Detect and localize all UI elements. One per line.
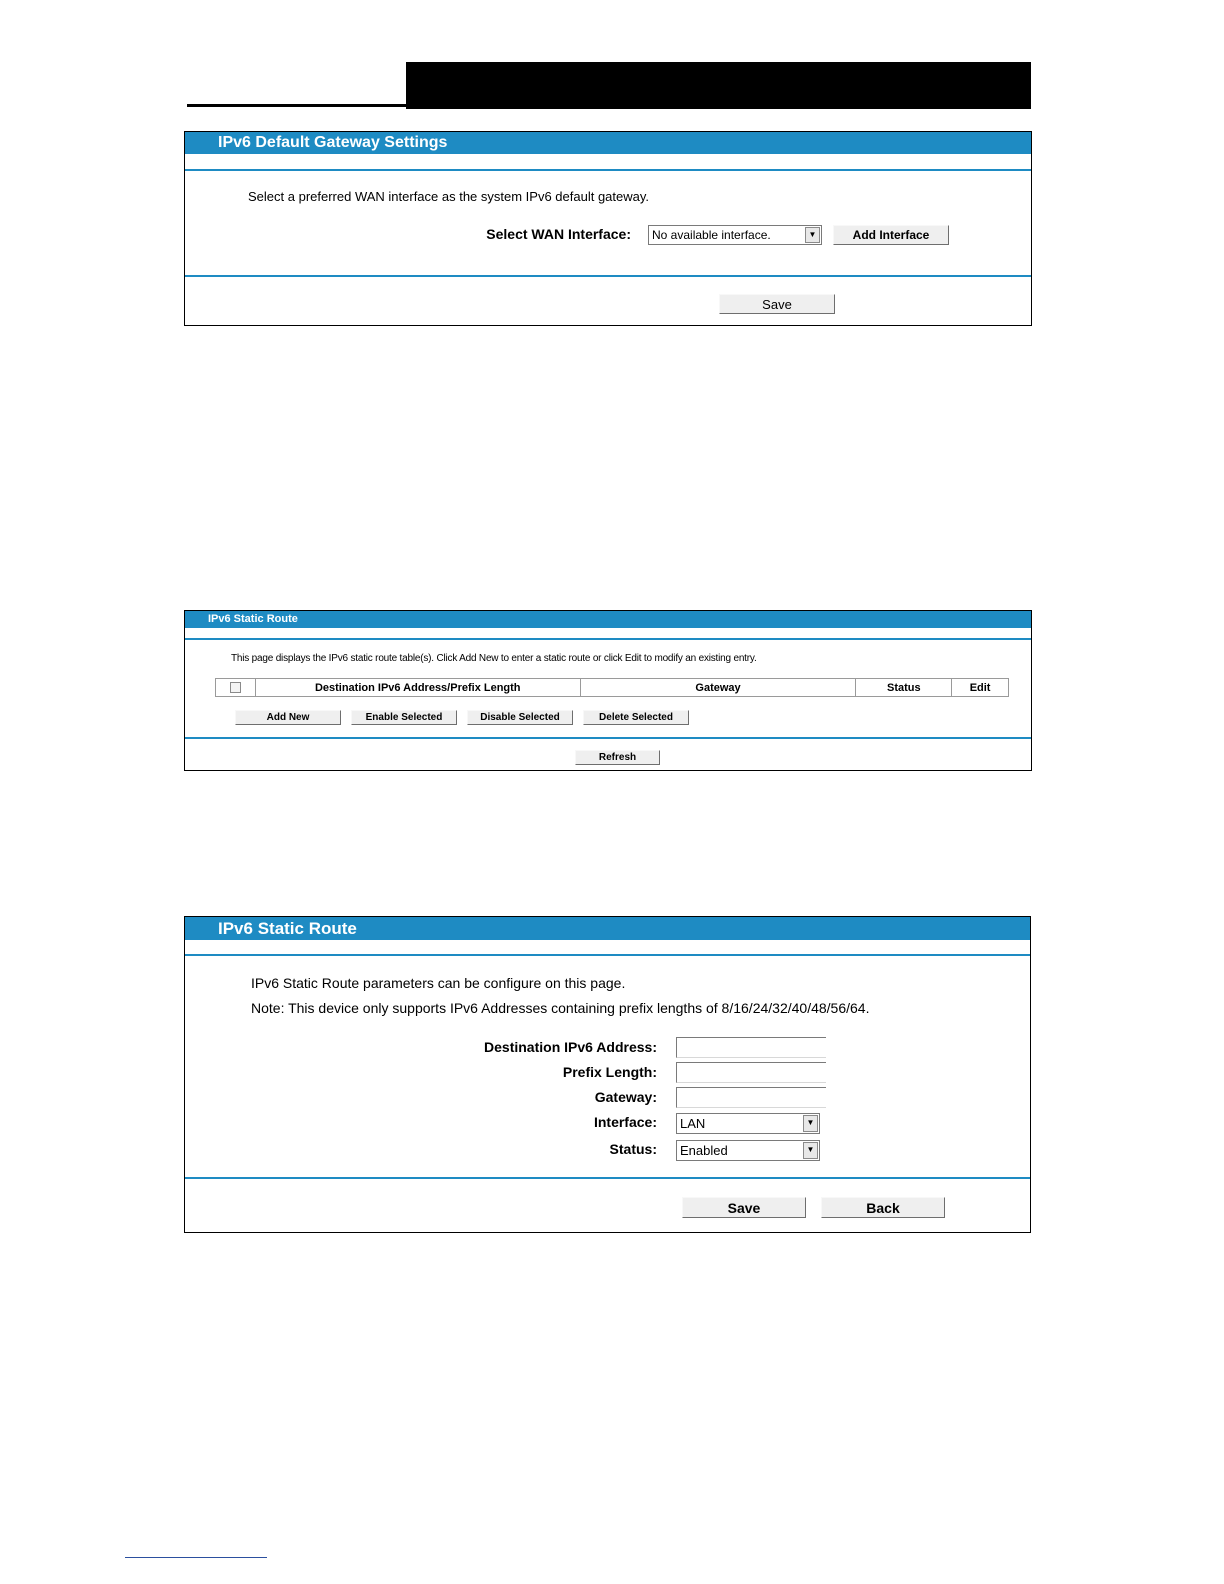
prefix-label: Prefix Length: <box>562 1064 657 1080</box>
wan-interface-label: Select WAN Interface: <box>486 226 631 242</box>
page-header-bar <box>406 62 1031 109</box>
divider <box>185 638 1031 640</box>
route-list-description: This page displays the IPv6 static route table(s). Click Add New to enter a static route or click Edit to modify an existing entry. <box>231 653 757 664</box>
chevron-down-icon[interactable]: ▼ <box>803 1115 818 1132</box>
gateway-description: Select a preferred WAN interface as the system IPv6 default gateway. <box>248 189 650 204</box>
column-status: Status <box>856 679 952 697</box>
wan-interface-value: No available interface. <box>652 228 771 242</box>
panel-title: IPv6 Static Route <box>185 611 1031 628</box>
status-label: Status: <box>609 1141 657 1157</box>
panel-title: IPv6 Default Gateway Settings <box>185 132 1031 154</box>
static-route-form-panel <box>184 916 1031 1233</box>
gateway-settings-panel <box>184 131 1032 326</box>
interface-select[interactable] <box>676 1113 820 1134</box>
prefix-length-input[interactable] <box>676 1062 826 1083</box>
gateway-input[interactable] <box>676 1087 826 1108</box>
chevron-down-icon[interactable]: ▼ <box>805 227 820 243</box>
interface-label: Interface: <box>593 1114 657 1130</box>
enable-selected-button[interactable]: Enable Selected <box>351 710 457 725</box>
add-new-button[interactable]: Add New <box>235 710 341 725</box>
divider <box>185 169 1031 171</box>
refresh-button[interactable]: Refresh <box>575 750 660 765</box>
panel-title: IPv6 Static Route <box>185 917 1030 940</box>
route-table <box>215 678 1009 697</box>
add-interface-button[interactable]: Add Interface <box>833 225 949 245</box>
gateway-label: Gateway: <box>594 1089 657 1105</box>
select-all-cell[interactable] <box>216 679 256 697</box>
divider <box>185 954 1030 956</box>
back-button[interactable]: Back <box>821 1197 945 1218</box>
route-form-intro: IPv6 Static Route parameters can be configure on this page. <box>251 975 626 991</box>
page-header-rule <box>187 104 407 107</box>
footer-rule <box>125 1557 267 1558</box>
divider <box>185 737 1031 739</box>
column-destination: Destination IPv6 Address/Prefix Length <box>255 679 580 697</box>
route-form-note: Note: This device only supports IPv6 Addresses containing prefix lengths of 8/16/24/32/40/48/56/64. <box>251 1000 870 1016</box>
divider <box>185 275 1031 277</box>
column-gateway: Gateway <box>580 679 856 697</box>
wan-interface-select[interactable] <box>648 225 822 245</box>
save-button[interactable]: Save <box>682 1197 806 1218</box>
delete-selected-button[interactable]: Delete Selected <box>583 710 689 725</box>
divider <box>185 1177 1030 1179</box>
chevron-down-icon[interactable]: ▼ <box>803 1142 818 1159</box>
destination-ipv6-input[interactable] <box>676 1037 826 1058</box>
column-edit: Edit <box>952 679 1009 697</box>
status-value: Enabled <box>680 1143 728 1158</box>
checkbox-icon[interactable] <box>230 682 241 693</box>
destination-label: Destination IPv6 Address: <box>484 1039 657 1055</box>
interface-value: LAN <box>680 1116 706 1131</box>
static-route-list-panel <box>184 610 1032 771</box>
save-button[interactable]: Save <box>719 294 835 314</box>
table-header-row <box>216 679 1009 697</box>
status-select[interactable] <box>676 1140 820 1161</box>
disable-selected-button[interactable]: Disable Selected <box>467 710 573 725</box>
